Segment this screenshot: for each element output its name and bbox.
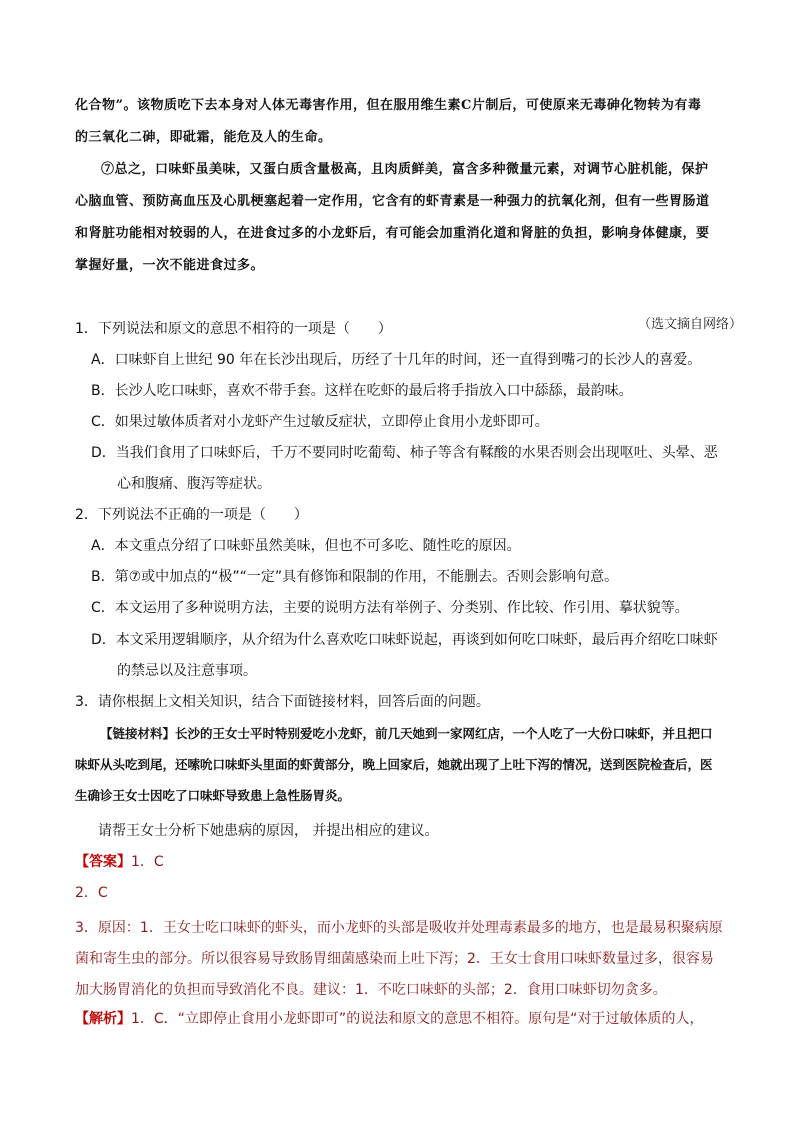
- question-1-stem: 1．下列说法和原文的意思不相符的一项是（ ）: [75, 321, 392, 337]
- passage-paragraph-7: ⑦总之，口味虾虽美味，又蛋白质含量极高，且肉质鲜美，富含多种微量元素，对调节心脏机能，保护心脑血管、预防高血压及心肌梗塞起着一定作用，它含有的虾青素是一种强力的抗氧化剂，但有一些胃肠道和肾脏功能相对较弱的人，在进食过多的小龙虾后，有可能会加重消化道和肾脏的负担，影响身体健康，要掌握好量，一次不能进食过多。: [75, 162, 710, 273]
- question-2-option-b: B．第⑦或中加点的“极”“一定”具有修饰和限制的作用，不能删去。否则会影响句意。: [91, 569, 619, 585]
- link-material-text: 【链接材料】长沙的王女士平时特别爱吃小龙虾，前几天她到一家网红店，一个人吃了一大份口味虾，并且把口味虾从头吃到尾，还嗦吮口味虾头里面的虾黄部分，晚上回家后，她就出现了上吐下泻的情况，送到医院检查后，医生确诊王女士因吃了口味虾导致患上急性肠胃炎。: [75, 726, 713, 803]
- answer-3: 3．原因：1．王女士吃口味虾的虾头，而小龙虾的头部是吸收并处理毒素最多的地方，也是最易积聚病原菌和寄生虫的部分。所以很容易导致肠胃细菌感染而上吐下泻；2．王女士食用口味虾数量过多，很容易加大肠胃消化的负担而导致消化不良。建议：1．不吃口味虾的头部；2．食用口味虾切勿贪多。: [75, 920, 723, 998]
- question-2-option-a: A．本文重点分绍了口味虾虽然美味，但也不可多吃、随性吃的原因。: [91, 538, 521, 554]
- analysis-tag: 【解析】: [75, 1011, 131, 1027]
- question-1-option-c: C．如果过敏体质者对小龙虾产生过敏反症状，立即停止食用小龙虾即可。: [91, 414, 549, 430]
- analysis-text: 1．C．“立即停止食用小龙虾即可”的说法和原文的意思不相符。原句是“对于过敏体质的人，: [131, 1011, 704, 1027]
- answer-1: 1．C: [131, 854, 164, 870]
- question-2-stem: 2．下列说法不正确的一项是（ ）: [75, 507, 308, 523]
- source-note: （选文摘自网络）: [637, 317, 742, 332]
- passage-line-1: 化合物”。该物质吃下去本身对人体无毒害作用，但在服用维生素C片制后，可使原来无毒砷化物转为有毒: [75, 98, 702, 113]
- question-2-option-c: C．本文运用了多种说明方法，主要的说明方法有举例子、分类别、作比较、作引用、摹状貌等。: [91, 600, 689, 616]
- question-3-prompt: 请帮王女士分析下她患病的原因， 并提出相应的建议。: [98, 823, 439, 839]
- analysis-line: [75, 1008, 703, 1028]
- question-1-option-d-continued: 心和腹痛、腹泻等症状。: [117, 476, 271, 492]
- link-material: [75, 718, 720, 811]
- question-1-option-b: B．长沙人吃口味虾，喜欢不带手套。这样在吃虾的最后将手指放入口中舔舔，最韵味。: [91, 383, 633, 399]
- answer-3-block: [75, 913, 723, 1006]
- question-3-stem: 3．请你根据上文相关知识，结合下面链接材料，回答后面的问题。: [75, 694, 490, 710]
- answer-line-1: [75, 851, 164, 871]
- passage-line-2: 的三氧化二砷，即砒霜，能危及人的生命。: [75, 130, 332, 145]
- question-1-option-d: D．当我们食用了口味虾后，千万不要同时吃葡萄、柿子等含有鞣酸的水果否则会出现呕吐、头晕、恶: [91, 445, 718, 461]
- question-2-option-d-continued: 的禁忌以及注意事项。: [117, 663, 257, 679]
- answer-2: 2．C: [75, 885, 108, 901]
- question-2-option-d: D．本文采用逻辑顺序，从介绍为什么喜欢吃口味虾说起，再谈到如何吃口味虾，最后再介绍吃口味虾: [91, 632, 718, 648]
- answer-tag: 【答案】: [75, 854, 131, 870]
- question-1-option-a: A．口味虾自上世纪 90 年在长沙出现后，历经了十几年的时间，还一直得到嘴刁的长沙人的喜爱。: [91, 352, 702, 368]
- passage-continuation: [75, 90, 720, 282]
